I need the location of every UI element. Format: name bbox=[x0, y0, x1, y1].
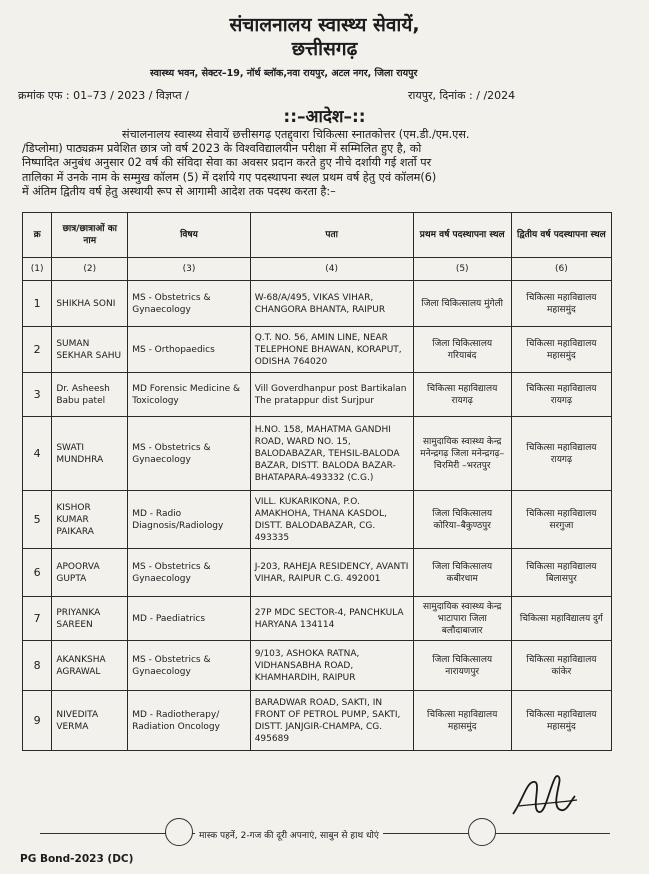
row-subject: MD - Radiotherapy/ Radiation Oncology bbox=[128, 691, 250, 751]
row-name: SWATI MUNDHRA bbox=[52, 417, 128, 491]
table-row bbox=[23, 281, 612, 327]
row-serial: 1 bbox=[23, 281, 52, 327]
header-second-posting: द्वितीय वर्ष पदस्थापना स्थल bbox=[511, 213, 611, 258]
row-serial: 8 bbox=[23, 641, 52, 691]
row-serial: 7 bbox=[23, 597, 52, 641]
mask-face-icon bbox=[165, 818, 193, 846]
row-serial: 4 bbox=[23, 417, 52, 491]
row-second-posting: चिकित्सा महाविद्यालय रायगढ़ bbox=[511, 373, 611, 417]
row-address: Vill Goverdhanpur post Bartikalan The pratappur dist Surjpur bbox=[250, 373, 413, 417]
row-serial: 6 bbox=[23, 549, 52, 597]
row-subject: MD - Paediatrics bbox=[128, 597, 250, 641]
row-address: VILL. KUKARIKONA, P.O. AMAKHOHA, THANA KASDOL, DISTT. BALODABAZAR, CG. 493335 bbox=[250, 491, 413, 549]
table-row bbox=[23, 327, 612, 373]
row-address: BARADWAR ROAD, SAKTI, IN FRONT OF PETROL PUMP, SAKTI, DISTT. JANJGIR-CHAMPA, CG. 495689 bbox=[250, 691, 413, 751]
order-body bbox=[22, 128, 634, 199]
row-subject: MS - Obstetrics & Gynaecology bbox=[128, 281, 250, 327]
row-name: Dr. Asheesh Babu patel bbox=[52, 373, 128, 417]
body-line: संचालनालय स्वास्थ्य सेवायें छत्तीसगढ़ एतद्द्वारा चिकित्सा स्नातकोत्तर (एम.डी./एम.एस. bbox=[122, 128, 470, 141]
header-serial: क्र bbox=[23, 213, 52, 258]
col-number: (3) bbox=[128, 258, 250, 281]
col-number: (2) bbox=[52, 258, 128, 281]
row-serial: 3 bbox=[23, 373, 52, 417]
row-second-posting: चिकित्सा महाविद्यालय महासमुंद bbox=[511, 691, 611, 751]
body-line: निष्पादित अनुबंध अनुसार 02 वर्ष की संविदा सेवा का अवसर प्रदान करते हुए नीचे दर्शायी गई शर्तो पर bbox=[22, 156, 432, 170]
mask-face-icon bbox=[468, 818, 496, 846]
row-name: PRIYANKA SAREEN bbox=[52, 597, 128, 641]
table-row bbox=[23, 373, 612, 417]
row-address: W-68/A/495, VIKAS VIHAR, CHANGORA BHANTA, RAIPUR bbox=[250, 281, 413, 327]
document-label: PG Bond-2023 (DC) bbox=[20, 853, 134, 865]
row-name: AKANKSHA AGRAWAL bbox=[52, 641, 128, 691]
header-first-posting: प्रथम वर्ष पदस्थापना स्थल bbox=[413, 213, 511, 258]
row-name: APOORVA GUPTA bbox=[52, 549, 128, 597]
row-serial: 9 bbox=[23, 691, 52, 751]
row-first-posting: जिला चिकित्सालय कोरिया–बैकुण्ठपुर bbox=[413, 491, 511, 549]
row-second-posting: चिकित्सा महाविद्यालय रायगढ़ bbox=[511, 417, 611, 491]
header-address: स्वास्थ्य भवन, सेक्टर–19, नॉर्थ ब्लॉक,नवा रायपुर, अटल नगर, जिला रायपुर bbox=[150, 68, 418, 79]
table-row bbox=[23, 641, 612, 691]
row-subject: MS - Orthopaedics bbox=[128, 327, 250, 373]
row-first-posting: जिला चिकित्सालय गरियाबंद bbox=[413, 327, 511, 373]
header-subject: विषय bbox=[128, 213, 250, 258]
table-row bbox=[23, 491, 612, 549]
row-second-posting: चिकित्सा महाविद्यालय महासमुंद bbox=[511, 327, 611, 373]
column-number-row bbox=[23, 258, 612, 281]
row-first-posting: चिकित्सा महाविद्यालय महासमुंद bbox=[413, 691, 511, 751]
reference-number: क्रमांक एफ : 01–73 / 2023 / विज्ञप्त / bbox=[18, 89, 189, 102]
row-address: 27P MDC SECTOR-4, PANCHKULA HARYANA 134114 bbox=[250, 597, 413, 641]
row-name: SHIKHA SONI bbox=[52, 281, 128, 327]
row-first-posting: सामुदायिक स्वास्थ्य केन्द्र मनेन्द्रगढ़ जिला मनेन्द्रगढ़–चिरमिरी –भरतपुर bbox=[413, 417, 511, 491]
header-name: छात्र/छात्राओं का नाम bbox=[52, 213, 128, 258]
row-serial: 5 bbox=[23, 491, 52, 549]
table-row bbox=[23, 691, 612, 751]
row-first-posting: जिला चिकित्सालय मुंगेली bbox=[413, 281, 511, 327]
row-address: J-203, RAHEJA RESIDENCY, AVANTI VIHAR, RAIPUR C.G. 492001 bbox=[250, 549, 413, 597]
col-number: (4) bbox=[250, 258, 413, 281]
row-second-posting: चिकित्सा महाविद्यालय सरगुजा bbox=[511, 491, 611, 549]
table-row bbox=[23, 597, 612, 641]
table-header-row bbox=[23, 213, 612, 258]
body-line: /डिप्लोमा) पाठ्यक्रम प्रवेशित छात्र जो वर्ष 2023 के विश्वविद्यालयीन परीक्षा में सम्मिलित हुए है, को bbox=[22, 142, 422, 156]
row-serial: 2 bbox=[23, 327, 52, 373]
row-first-posting: जिला चिकित्सालय नारायणपुर bbox=[413, 641, 511, 691]
row-name: KISHOR KUMAR PAIKARA bbox=[52, 491, 128, 549]
row-subject: MS - Obstetrics & Gynaecology bbox=[128, 641, 250, 691]
order-title: ::–आदेश–:: bbox=[283, 107, 366, 127]
signature-icon bbox=[505, 770, 585, 825]
table-row bbox=[23, 417, 612, 491]
col-number: (1) bbox=[23, 258, 52, 281]
row-second-posting: चिकित्सा महाविद्यालय महासमुंद bbox=[511, 281, 611, 327]
row-address: Q.T. NO. 56, AMIN LINE, NEAR TELEPHONE BHAWAN, KORAPUT, ODISHA 764020 bbox=[250, 327, 413, 373]
row-address: H.NO. 158, MAHATMA GANDHI ROAD, WARD NO. 15, BALODABAZAR, TEHSIL-BALODA BAZAR, DISTT. BALODA BAZAR-BHATAPARA-493332 (C.G.) bbox=[250, 417, 413, 491]
place-date: रायपुर, दिनांक : / /2024 bbox=[408, 89, 516, 102]
row-second-posting: चिकित्सा महाविद्यालय कांकेर bbox=[511, 641, 611, 691]
header-org: संचालनालय स्वास्थ्य सेवायें, bbox=[229, 14, 420, 36]
row-name: SUMAN SEKHAR SAHU bbox=[52, 327, 128, 373]
row-address: 9/103, ASHOKA RATNA, VIDHANSABHA ROAD, KHAMHARDIH, RAIPUR bbox=[250, 641, 413, 691]
row-name: NIVEDITA VERMA bbox=[52, 691, 128, 751]
row-subject: MS - Obstetrics & Gynaecology bbox=[128, 549, 250, 597]
row-subject: MD Forensic Medicine & Toxicology bbox=[128, 373, 250, 417]
row-subject: MS - Obstetrics & Gynaecology bbox=[128, 417, 250, 491]
header-address: पता bbox=[250, 213, 413, 258]
posting-table bbox=[22, 212, 612, 751]
body-line: में अंतिम द्वितीय वर्ष हेतु अस्थायी रूप से आगामी आदेश तक पदस्थ करता है:– bbox=[22, 184, 336, 198]
col-number: (6) bbox=[511, 258, 611, 281]
header-state: छत्तीसगढ़ bbox=[291, 38, 358, 60]
reference-row bbox=[18, 88, 630, 103]
row-second-posting: चिकित्सा महाविद्यालय दुर्ग bbox=[511, 597, 611, 641]
row-subject: MD - Radio Diagnosis/Radiology bbox=[128, 491, 250, 549]
row-second-posting: चिकित्सा महाविद्यालय बिलासपुर bbox=[511, 549, 611, 597]
row-first-posting: जिला चिकित्सालय कबीरधाम bbox=[413, 549, 511, 597]
body-line: तालिका में उनके नाम के सम्मुख कॉलम (5) में दर्शाये गए पदस्थापना स्थल प्रथम वर्ष हेतु एवं कॉलम(6) bbox=[22, 170, 437, 184]
footer-slogan: मास्क पहनें, 2-गज की दूरी अपनाएं, साबुन से हाथ धोएं bbox=[195, 828, 383, 841]
row-first-posting: चिकित्सा महाविद्यालय रायगढ़ bbox=[413, 373, 511, 417]
col-number: (5) bbox=[413, 258, 511, 281]
table-row bbox=[23, 549, 612, 597]
row-first-posting: सामुदायिक स्वास्थ्य केन्द्र भाटापारा जिला बलौदाबाजार bbox=[413, 597, 511, 641]
